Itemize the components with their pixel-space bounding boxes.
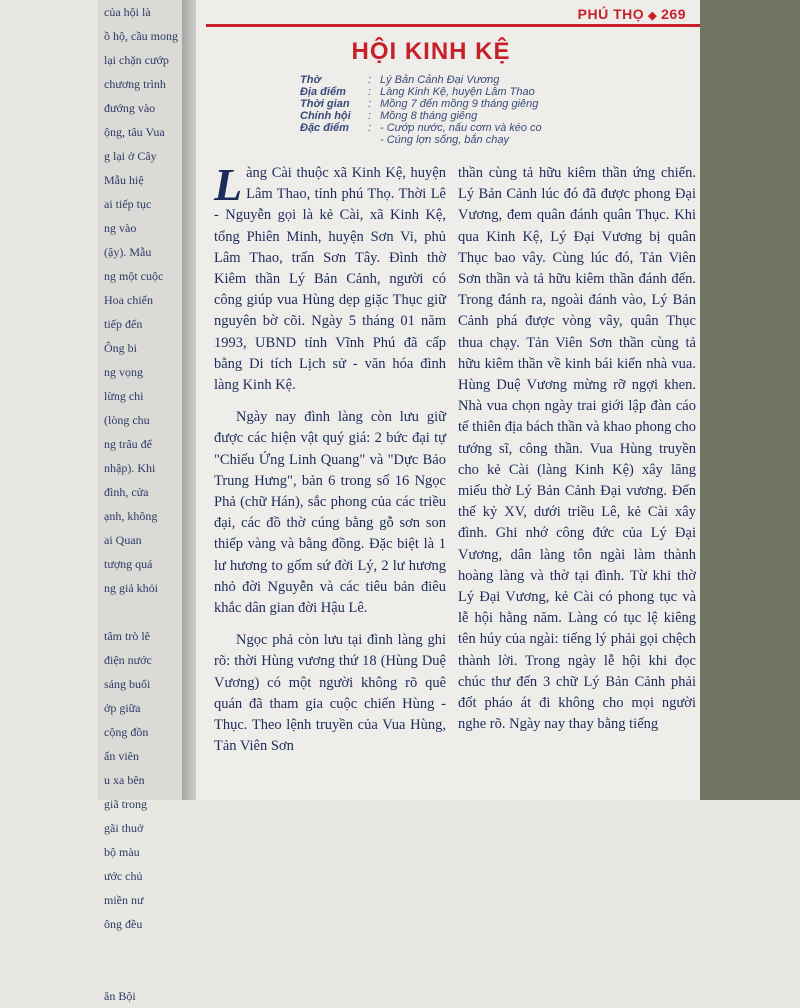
facing-page-line: ông đều: [104, 917, 143, 931]
header-rule: [206, 24, 706, 27]
facing-page-text: [104, 0, 182, 1008]
info-row: Thờ : Lý Bản Cảnh Đại Vương: [300, 74, 500, 86]
facing-page-line: đình, cửa: [104, 485, 149, 499]
facing-page-line: ng giả khỏi: [104, 581, 158, 595]
facing-page-line: Mẫu hiệ: [104, 173, 144, 187]
facing-page-line: (lòng chu: [104, 413, 150, 427]
chapter-heading: HỘI KINH KỆ: [351, 38, 511, 65]
facing-page-line: gãi thuở: [104, 821, 144, 835]
paragraph: Ngày nay đình làng còn lưu giữ được các hiện vật quý giá: 2 bức đại tự "Chiếu Ứng Linh Quang" và "Dực Bảo Trung Hưng", bản 6 trong số 16 Ngọc Phả (chữ Hán), sắc phong của các triều đại, các đồ thờ cúng bằng gỗ sơn son thiếp vàng và bằng đồng. Đặc biệt là 1 lư hương to gốm sứ đời Lý, 2 lư hương nhỏ đời Nguyễn và các tiêu bản điêu khắc dân gian đời Hậu Lê.: [214, 409, 446, 617]
facing-page-line: ng một cuộc: [104, 269, 164, 283]
section-title: PHÚ THỌ: [577, 6, 645, 22]
facing-page-line: điện nước: [104, 653, 152, 667]
facing-page-line: lừng chi: [104, 389, 144, 403]
diamond-separator-icon: ◆: [648, 10, 658, 22]
background-surface: [700, 0, 800, 800]
facing-page-line: bộ màu: [104, 845, 140, 859]
paragraph: Làng Cài thuộc xã Kinh Kệ, huyện Lâm Thao, tỉnh phú Thọ. Thời Lê - Nguyễn gọi là kẻ Cài, xã Kinh Kệ, tổng Phiên Minh, huyện Sơn Vi, phủ Lâm Thao, trấn Sơn Tây. Đình thờ Kiêm thần Lý Bản Cảnh, người có công giúp vua Hùng dẹp giặc Thục giữ nguyên bờ cõi. Ngày 5 tháng 01 năm 1993, UBND tỉnh Vĩnh Phú đã cấp bằng Di tích Lịch sử - văn hóa đình làng Kinh Kệ.: [214, 159, 446, 394]
facing-page-line: [104, 960, 182, 984]
info-row: Địa điểm : Làng Kinh Kệ, huyện Lâm Thao: [300, 86, 535, 98]
facing-page: [98, 0, 184, 1003]
facing-page-line: Ông bi: [104, 341, 137, 355]
facing-page-line: Hoa chiến: [104, 293, 153, 307]
drop-cap: L: [214, 159, 243, 210]
facing-page-line: ởp giữa: [104, 701, 141, 715]
facing-page-line: miền nư: [104, 893, 144, 907]
running-head: [578, 6, 686, 22]
facing-page-line: sáng buổi: [104, 677, 151, 691]
facing-page-line: ng vọng: [104, 365, 143, 379]
facing-page-line: nhập). Khi: [104, 461, 156, 475]
facing-page-line: [104, 936, 182, 960]
facing-page-line: ộng, tâu Vua: [104, 125, 165, 139]
facing-page-line: chương trình: [104, 77, 166, 91]
facing-page-line: tâm trò lê: [104, 629, 150, 643]
facing-page-line: ng vào: [104, 221, 137, 235]
facing-page-line: ạnh, không: [104, 509, 158, 523]
festival-info-table: [300, 74, 542, 146]
info-row: Đặc điểm : - Cướp nước, nấu cơm và kéo co: [300, 122, 542, 134]
facing-page-line: u xa bên: [104, 773, 145, 787]
facing-page-line: ng trâu để: [104, 437, 152, 451]
facing-page-line: ai tiếp tục: [104, 197, 152, 211]
facing-page-line: ước chủ: [104, 869, 143, 883]
facing-page-line: (ậy). Mẫu: [104, 245, 152, 259]
facing-page-line: g lại ở Cây: [104, 149, 157, 163]
text-column-right: [458, 163, 696, 735]
facing-page-line: của hội là: [104, 5, 151, 19]
info-row: Thời gian : Mồng 7 đến mồng 9 tháng giêng: [300, 98, 539, 110]
facing-page-line: ồ hộ, cầu mong: [104, 29, 178, 43]
facing-page-line: [104, 600, 182, 624]
paragraph: thần cùng tả hữu kiêm thần ứng chiến. Lý Bản Cảnh lúc đó đã được phong Đại Vương, đem quân đánh quân Thục. Khi qua Kinh Kệ, Lý Đại Vương bị quân Thục bao vây. Cùng lúc đó, Tản Viên Sơn thần và tả hữu kiêm thần đánh đến. Trong đánh ra, ngoài đánh vào, Lý Bản Cảnh phá được vòng vây, quân Thục thua chạy. Tản Viên Sơn thần cùng tả hữu kiêm thần về kinh bái kiến nhà vua. Hùng Duệ Vương mừng rỡ ngợi khen. Nhà vua chọn ngày trai giới lập đàn cáo tế thiên địa bách thần và khao phong cho tướng sĩ, công thần. Vua Hùng truyền cho kẻ Cài (làng Kinh Kệ) xây lăng miếu thờ Lý Bản Cảnh Đại vương. Đến thế kỷ XV, dưới triều Lê, kẻ Cài xây đình. Ghi nhớ công đức của Lý Đại Vương, dân làng tôn ngài làm thành hoàng làng và thờ tại đình. Từ khi thờ Lý Đại Vương, kẻ Cài có phong tục và lễ hội hằng năm. Làng có tục lệ kiêng tên húy của ngài: tiếng lý phải gọi chệch thành lời. Trong ngày lễ hội khi đọc chúc thư đến 3 chữ Lý Bản Cảnh phải đốt pháo át đi không cho mọi người nghe rõ. Ngày nay thay bằng tiếng: [458, 165, 696, 733]
facing-page-line: đướng vào: [104, 101, 156, 115]
info-row: Chính hội : Mồng 8 tháng giêng: [300, 110, 478, 122]
page-number: 269: [661, 6, 686, 22]
facing-page-line: ai Quan: [104, 533, 142, 547]
info-row: - Cúng lợn sống, bắn chạy: [380, 134, 509, 146]
book-gutter: [182, 0, 196, 800]
book-page: [196, 0, 716, 800]
facing-page-line: giã trong: [104, 797, 147, 811]
paragraph: Ngọc phả còn lưu tại đình làng ghi rõ: thời Hùng vương thứ 18 (Hùng Duệ Vương) có một người không rõ quê quán đã tham gia cuộc chiến Hùng - Thục. Theo lệnh truyền của Vua Hùng, Tản Viên Sơn: [214, 632, 446, 755]
facing-page-line: lại chặn cướp: [104, 53, 169, 67]
facing-page-line: tượng quá: [104, 557, 153, 571]
facing-page-line: cộng đồn: [104, 725, 149, 739]
facing-page-line: tiếp đến: [104, 317, 143, 331]
facing-page-line: ấn viên: [104, 749, 139, 763]
text-column-left: [214, 159, 446, 768]
facing-page-line: ăn Bội: [104, 989, 136, 1003]
